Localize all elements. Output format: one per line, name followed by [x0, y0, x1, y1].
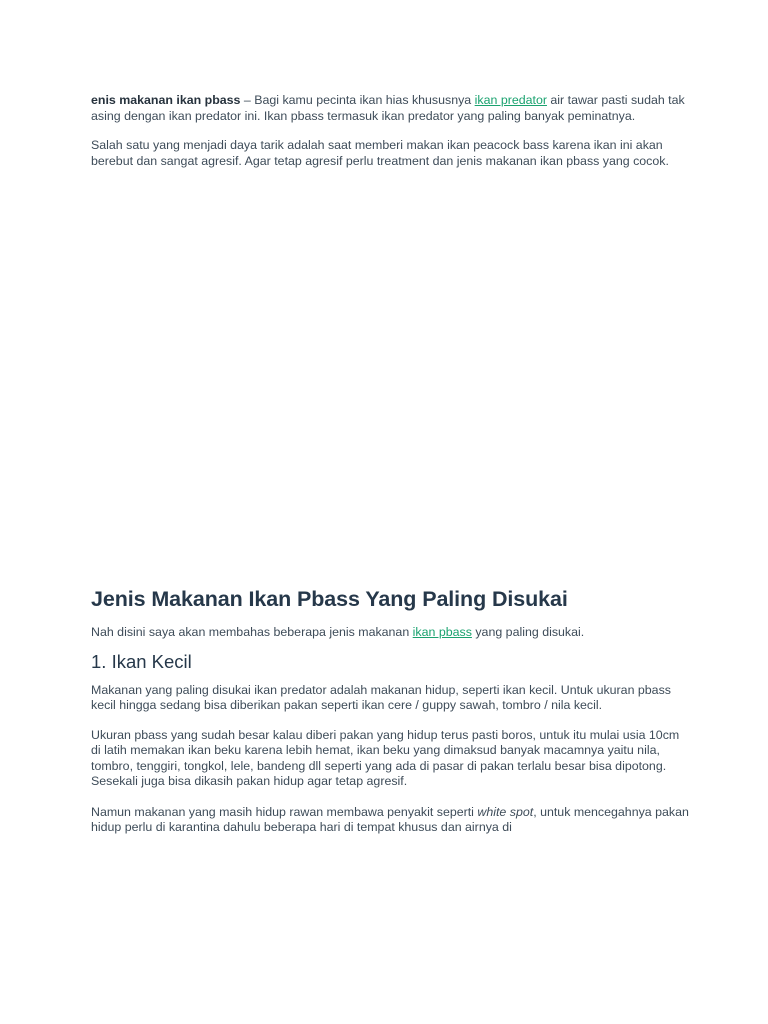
quarantine-text-2: , untuk mencegahnya pakan hidup perlu di karantina dahulu beberapa hari di tempat khusus dan airnya di — [91, 804, 689, 834]
subheading-ikan-kecil: 1. Ikan Kecil — [91, 650, 192, 672]
section-heading: Jenis Makanan Ikan Pbass Yang Paling Disukai — [91, 587, 568, 611]
section-intro-text-1: Nah disini saya akan membahas beberapa jenis makanan — [91, 625, 413, 639]
quarantine-text-1: Namun makanan yang masih hidup rawan membawa penyakit seperti — [91, 804, 478, 819]
blank-area — [91, 169, 691, 586]
ikan-pbass-link[interactable]: ikan pbass — [412, 625, 472, 639]
intro-text-2: air tawar pasti sudah tak asing dengan ikan predator ini. Ikan pbass termasuk ikan predator yang paling banyak peminatnya. — [91, 93, 685, 123]
article-body — [91, 93, 691, 836]
intro-bold-keyword: enis makanan ikan pbass — [91, 93, 241, 107]
second-paragraph: Salah satu yang menjadi daya tarik adalah saat memberi makan ikan peacock bass karena ikan ini akan berebut dan sangat agresif. Agar tetap agresif perlu treatment dan jenis makanan ikan pbass yang cocok. — [91, 138, 669, 168]
ikan-predator-link[interactable]: ikan predator — [474, 93, 547, 107]
paragraph-quarantine — [91, 805, 691, 836]
paragraph-live-food: Makanan yang paling disukai ikan predator adalah makanan hidup, seperti ikan kecil. Untuk ukuran pbass kecil hingga sedang bisa diberikan pakan seperti ikan cere / guppy sawah, tombro / nila kecil. — [91, 682, 671, 712]
section-intro-paragraph — [91, 625, 691, 641]
intro-paragraph — [91, 93, 691, 124]
paragraph-frozen-fish: Ukuran pbass yang sudah besar kalau diberi pakan yang hidup terus pasti boros, untuk itu mulai usia 10cm di latih memakan ikan beku karena lebih hemat, ikan beku yang dimaksud banyak macamnya yaitu nila, tombro, tenggiri, tongkol, lele, bandeng dll seperti yang ada di pasar di pakan terlalu besar bisa dipotong. Sesekali juga bisa dikasih pakan hidup agar tetap agresif. — [91, 727, 680, 788]
white-spot-term: white spot — [477, 804, 534, 819]
intro-text-1: – Bagi kamu pecinta ikan hias khususnya — [240, 93, 475, 107]
section-intro-text-2: yang paling disukai. — [471, 625, 585, 639]
